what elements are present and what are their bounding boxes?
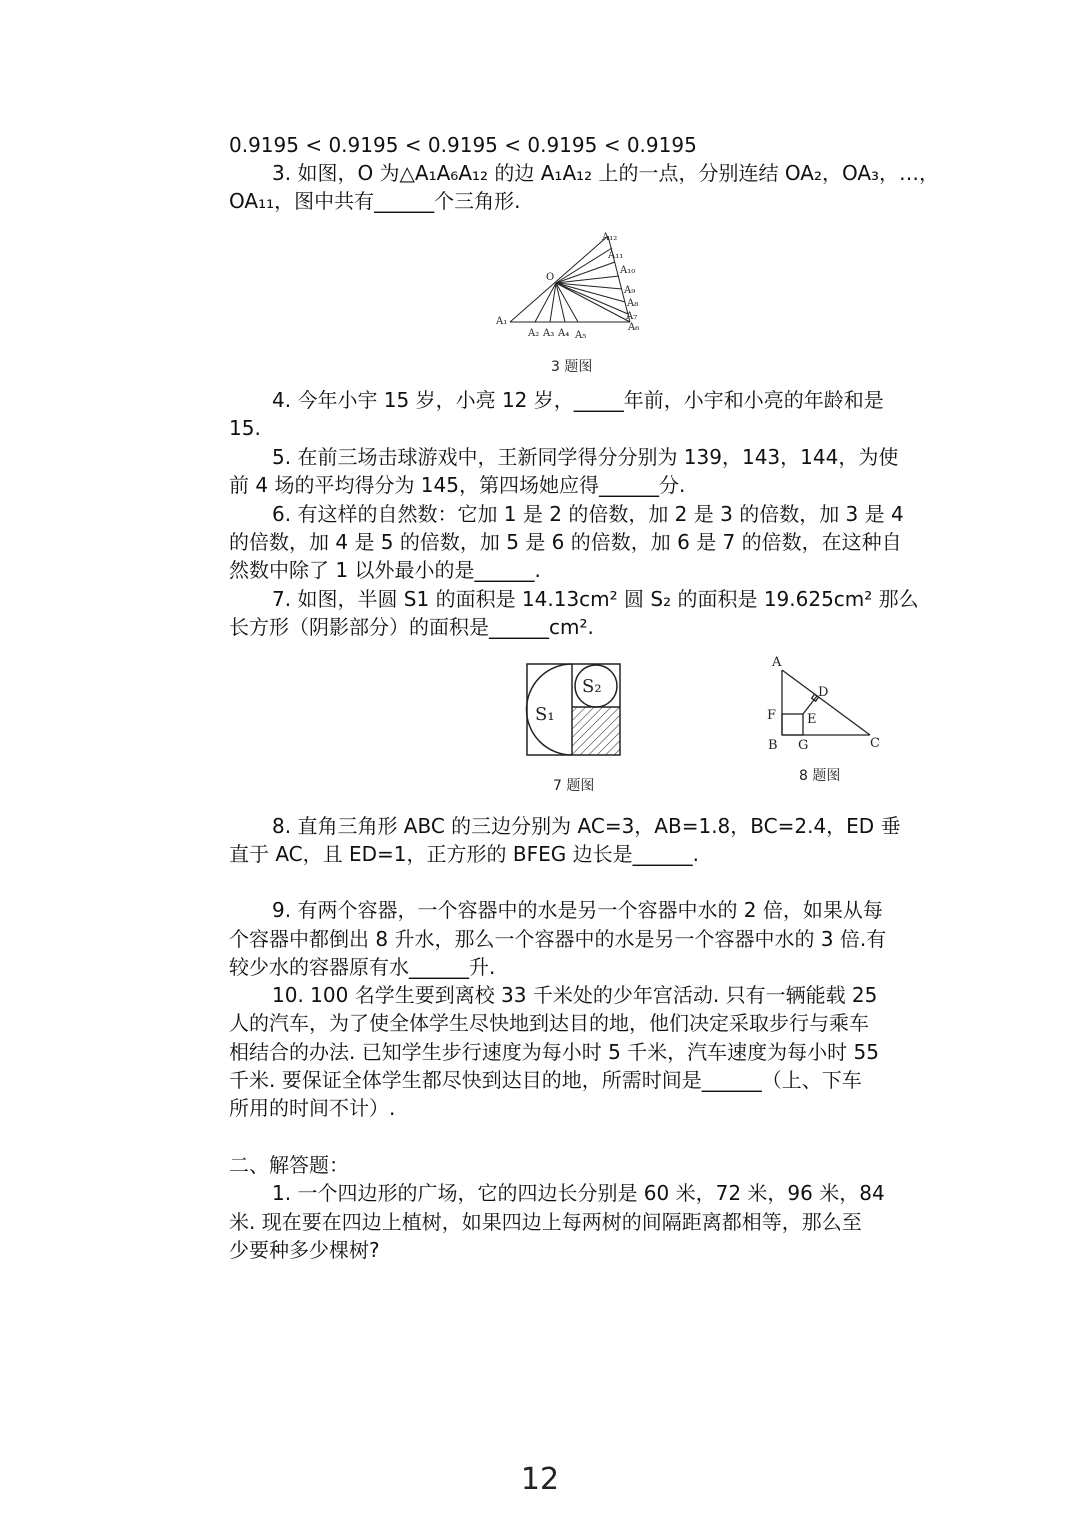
question-4-line-2: 15.	[229, 416, 261, 440]
fig3-label-a11: A₁₁	[608, 250, 624, 261]
fig8-label-e: E	[807, 712, 817, 727]
question-9-line-1: 9. 有两个容器，一个容器中的水是另一个容器中水的 2 倍，如果从每	[272, 898, 883, 922]
question-10-line-5: 所用的时间不计）.	[229, 1096, 396, 1120]
answer-question-1-line-1: 1. 一个四边形的广场，它的四边长分别是 60 米，72 米，96 米，84	[272, 1181, 885, 1205]
fig3-label-a1: A₁	[496, 316, 508, 327]
fig8-label-b: B	[768, 738, 778, 753]
figure-3-triangle-fan	[490, 226, 660, 346]
fig3-label-a4: A₄	[558, 328, 570, 339]
figure-3-caption: 3 题图	[551, 359, 593, 375]
fig3-label-a12: A₁₂	[602, 232, 618, 243]
question-10-line-1: 10. 100 名学生要到离校 33 千米处的少年宫活动. 只有一辆能载 25	[272, 983, 878, 1007]
fig7-label-s2: S₂	[582, 676, 602, 697]
question-6-line-1: 6. 有这样的自然数：它加 1 是 2 的倍数，加 2 是 3 的倍数，加 3 是 4	[272, 502, 904, 526]
question-10-line-2: 人的汽车，为了使全体学生尽快地到达目的地，他们决定采取步行与乘车	[229, 1011, 869, 1035]
question-8-line-1: 8. 直角三角形 ABC 的三边分别为 AC=3，AB=1.8，BC=2.4，ED 垂	[272, 814, 901, 838]
page-number: 12	[520, 1462, 560, 1497]
fig8-label-a: A	[772, 655, 782, 670]
question-10-line-4: 千米. 要保证全体学生都尽快到达目的地，所需时间是______（上、下车	[229, 1068, 862, 1092]
fig3-label-a10: A₁₀	[620, 265, 636, 276]
fig3-label-a6: A₆	[628, 322, 640, 333]
figure-8-caption: 8 题图	[799, 768, 841, 784]
question-3-line-1: 3. 如图，O 为△A₁A₆A₁₂ 的边 A₁A₁₂ 上的一点，分别连结 OA₂，OA₃，…，	[272, 161, 940, 185]
question-9-line-2: 个容器中都倒出 8 升水，那么一个容器中的水是另一个容器中水的 3 倍.有	[229, 927, 887, 951]
figure-7-caption: 7 题图	[553, 778, 595, 794]
fig3-label-a9: A₉	[624, 285, 636, 296]
fig3-label-a7: A₇	[626, 311, 638, 322]
question-5-line-2: 前 4 场的平均得分为 145，第四场她应得______分.	[229, 473, 686, 497]
figure-7-semicircle-rectangle	[522, 660, 624, 760]
fig7-label-s1: S₁	[535, 704, 555, 725]
fig8-label-c: C	[870, 736, 880, 751]
question-9-line-3: 较少水的容器原有水______升.	[229, 955, 496, 979]
fig3-label-a2: A₂	[528, 328, 540, 339]
question-6-line-3: 然数中除了 1 以外最小的是______.	[229, 558, 541, 582]
question-7-line-1: 7. 如图，半圆 S1 的面积是 14.13cm² 圆 S₂ 的面积是 19.625cm² 那么	[272, 587, 919, 611]
answer-question-1-line-3: 少要种多少棵树?	[229, 1238, 380, 1262]
question-3-line-2: OA₁₁，图中共有______个三角形.	[229, 189, 521, 213]
question-10-line-3: 相结合的办法. 已知学生步行速度为每小时 5 千米，汽车速度为每小时 55	[229, 1040, 879, 1064]
fig3-label-a3: A₃	[543, 328, 555, 339]
fig8-label-d: D	[818, 685, 829, 700]
section-2-heading: 二、解答题：	[229, 1153, 349, 1177]
text-line-inequality: 0.9195 < 0.9195 < 0.9195 < 0.9195 < 0.9195	[229, 133, 697, 157]
fig8-label-f: F	[767, 708, 777, 723]
question-5-line-1: 5. 在前三场击球游戏中，王新同学得分分别为 139，143，144，为使	[272, 445, 899, 469]
question-4-line-1: 4. 今年小宇 15 岁，小亮 12 岁，_____年前，小宇和小亮的年龄和是	[272, 388, 884, 412]
fig3-label-o: O	[546, 272, 555, 283]
fig8-label-g: G	[798, 738, 809, 753]
question-7-line-2: 长方形（阴影部分）的面积是______cm².	[229, 615, 594, 639]
question-8-line-2: 直于 AC，且 ED=1，正方形的 BFEG 边长是______.	[229, 842, 699, 866]
question-6-line-2: 的倍数，加 4 是 5 的倍数，加 5 是 6 的倍数，加 6 是 7 的倍数，在这种自	[229, 530, 902, 554]
answer-question-1-line-2: 米. 现在要在四边上植树，如果四边上每两树的间隔距离都相等，那么至	[229, 1210, 862, 1234]
figure-8-right-triangle-square	[760, 652, 890, 754]
fig3-label-a5: A₅	[575, 330, 587, 341]
fig3-label-a8: A₈	[627, 298, 639, 309]
